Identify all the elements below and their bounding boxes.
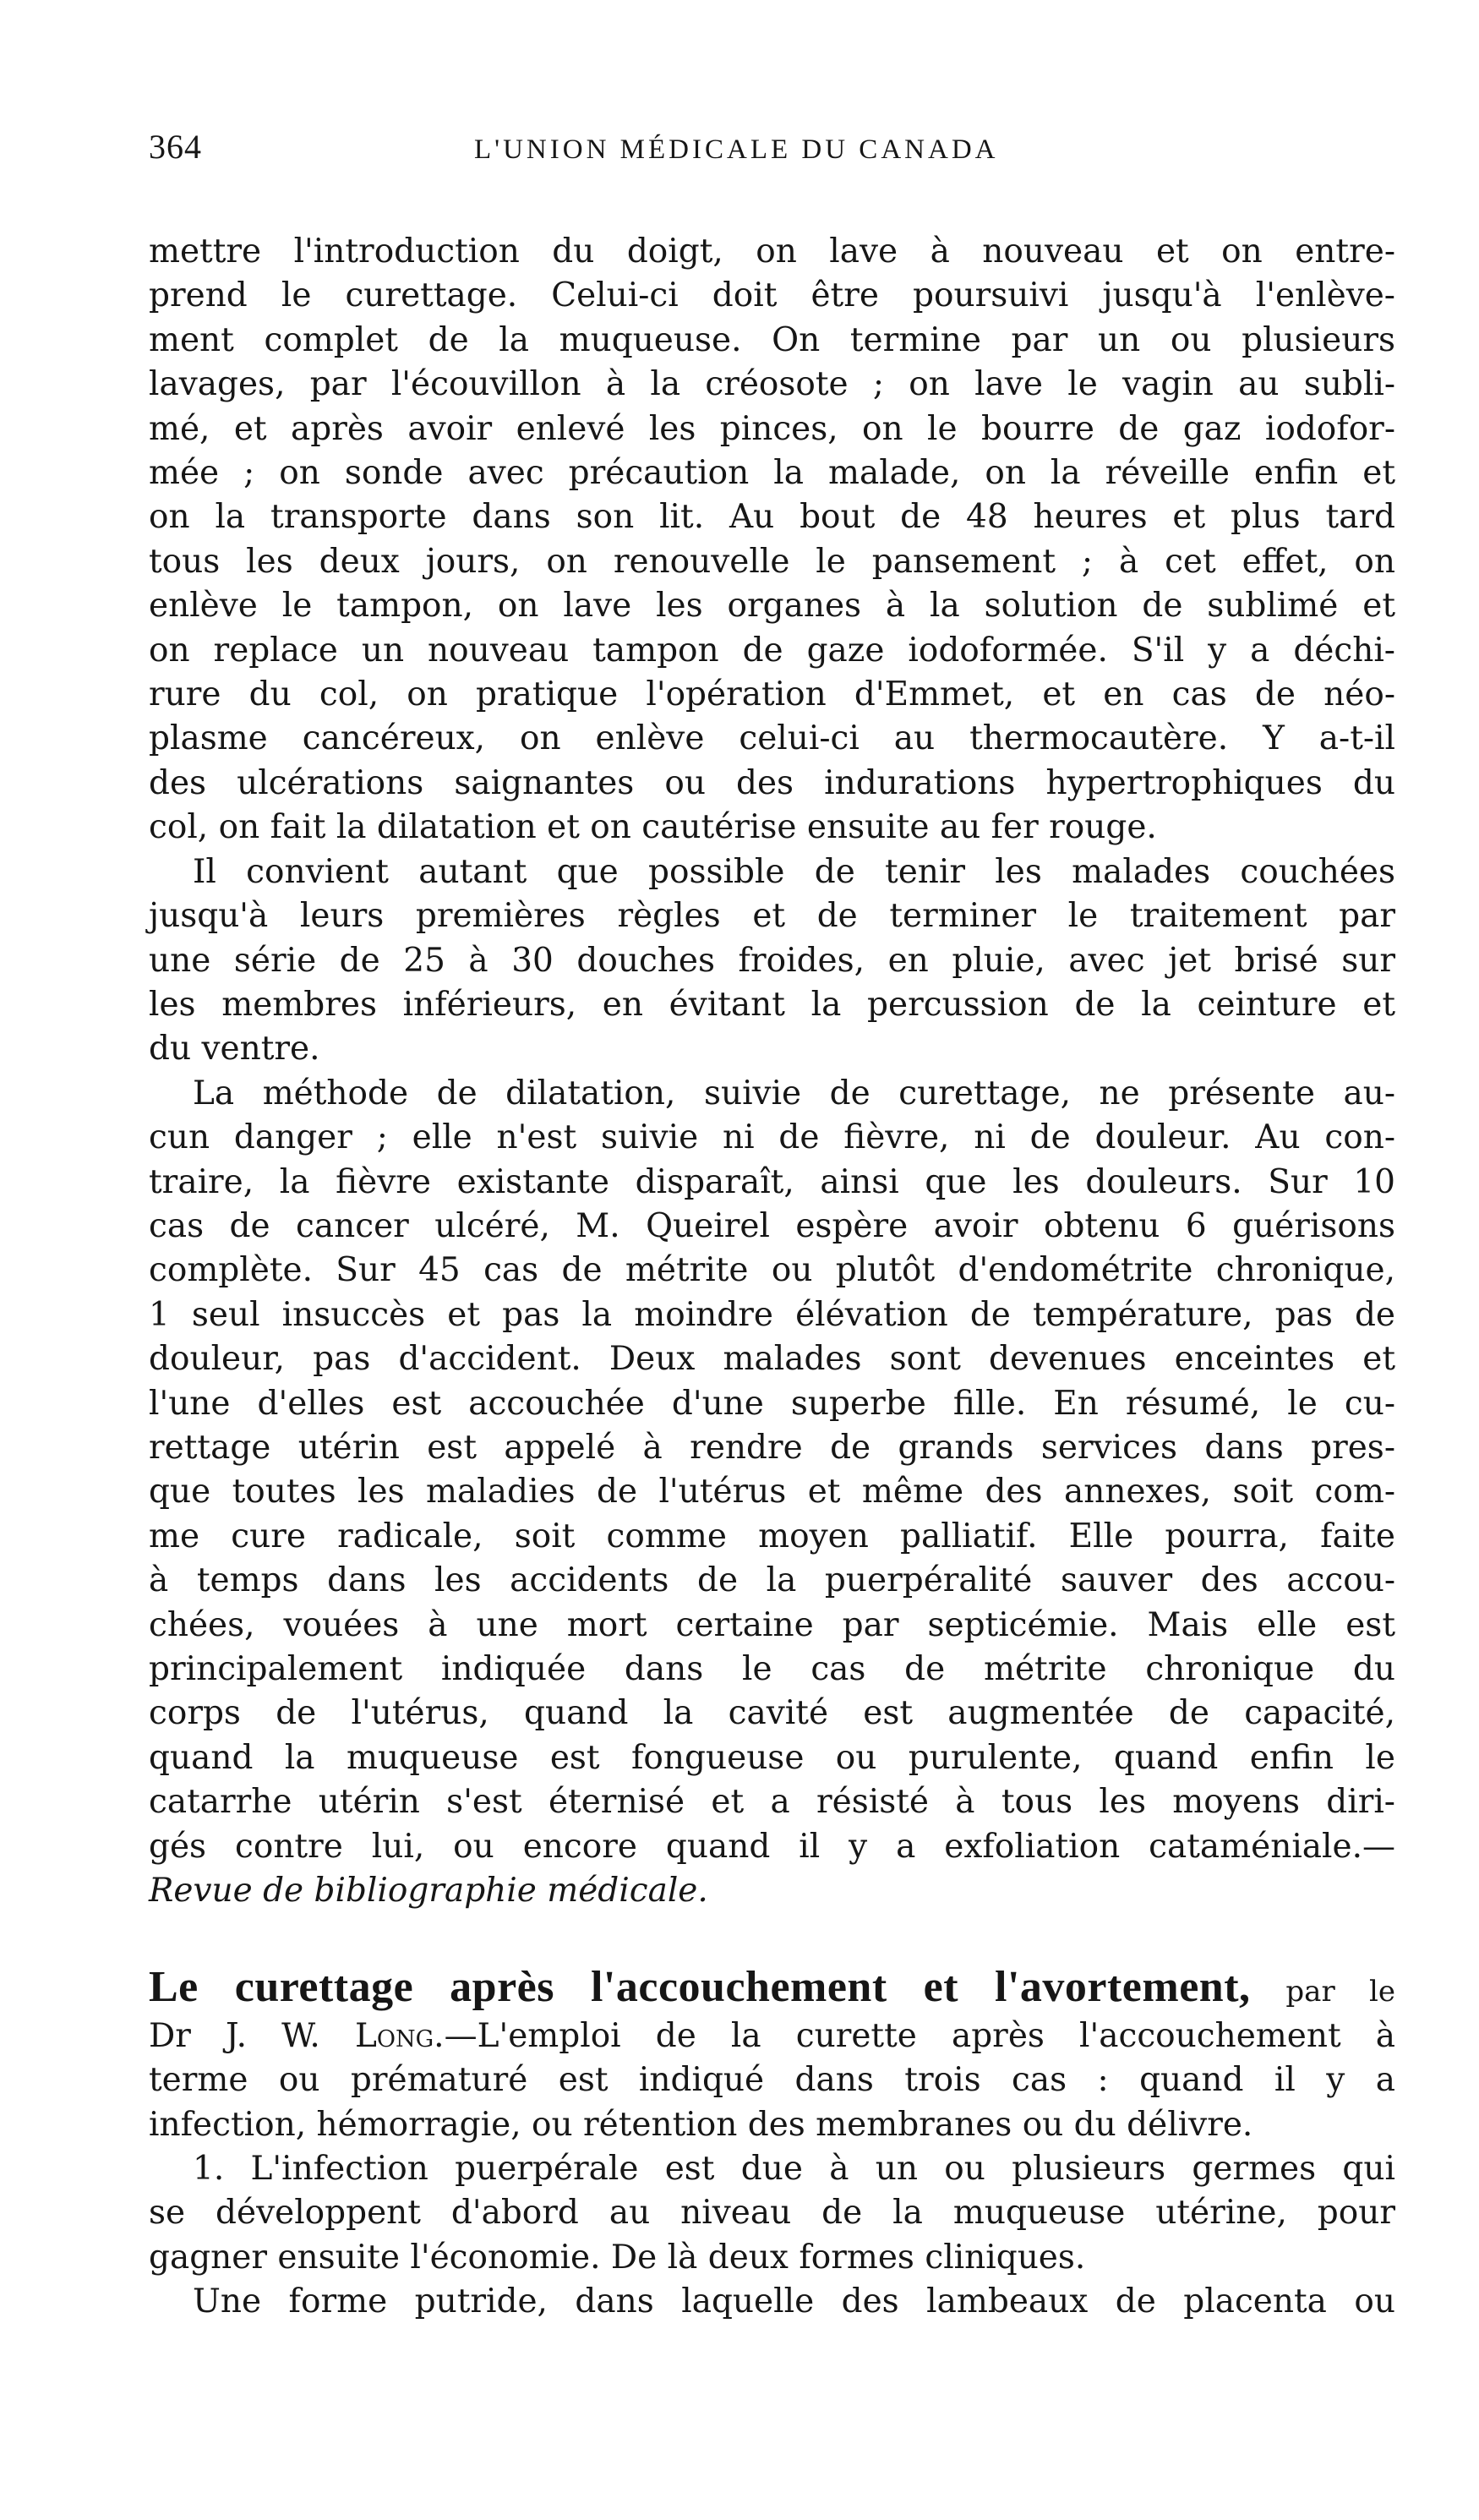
journal-title: L'UNION MÉDICALE DU CANADA bbox=[474, 134, 999, 165]
text-line: cun danger ; elle n'est suivie ni de fièvre, ni de douleur. Au con- bbox=[149, 1118, 1395, 1157]
article-separator bbox=[149, 1913, 1395, 1965]
text-line: complète. Sur 45 cas de métrite ou plutôt d'endométrite chronique, bbox=[149, 1251, 1395, 1290]
text-line: quand la muqueuse est fongueuse ou purulente, quand enfin le bbox=[149, 1738, 1395, 1777]
text-line: une série de 25 à 30 douches froides, en pluie, avec jet brisé sur bbox=[149, 941, 1395, 980]
text-line: catarrhe utérin s'est éternisé et a résisté à tous les moyens diri- bbox=[149, 1783, 1395, 1822]
text-line: col, on fait la dilatation et on cautérise ensuite au fer rouge. bbox=[149, 808, 1157, 847]
text-line: .—L'emploi de la curette après l'accouchement à bbox=[434, 2016, 1396, 2055]
text-line: Il convient autant que possible de tenir les malades couchées bbox=[193, 852, 1395, 891]
text-line: des ulcérations saignantes ou des indurations hypertrophiques du bbox=[149, 763, 1395, 802]
text-line: 1. L'infection puerpérale est due à un ou plusieurs germes qui bbox=[193, 2150, 1395, 2189]
running-head bbox=[149, 127, 1395, 186]
text-line: mée ; on sonde avec précaution la malade, on la réveille enfin et bbox=[149, 454, 1395, 493]
text-line: La méthode de dilatation, suivie de curettage, ne présente au- bbox=[193, 1074, 1395, 1112]
text-line: du ventre. bbox=[149, 1030, 320, 1069]
source-citation: Revue de bibliographie médicale. bbox=[149, 1872, 708, 1910]
article-heading-line bbox=[149, 1965, 1395, 2014]
page-number: 364 bbox=[149, 128, 202, 166]
text-line: mé, et après avoir enlevé les pinces, on le bourre de gaz iodofor- bbox=[149, 409, 1395, 448]
text-line: gagner ensuite l'économie. De là deux formes cliniques. bbox=[149, 2238, 1086, 2277]
text-line: jusqu'à leurs premières règles et de terminer le traitement par bbox=[149, 897, 1395, 936]
text-line: lavages, par l'écouvillon à la créosote ; on lave le vagin au subli- bbox=[149, 365, 1395, 404]
text-line: rure du col, on pratique l'opération d'Emmet, et en cas de néo- bbox=[149, 675, 1395, 714]
text-line: Une forme putride, dans laquelle des lambeaux de placenta ou bbox=[193, 2282, 1395, 2321]
text-line: les membres inférieurs, en évitant la percussion de la ceinture et bbox=[149, 985, 1395, 1024]
text-line: l'une d'elles est accouchée d'une superbe fille. En résumé, le cu- bbox=[149, 1384, 1395, 1423]
text-line: traire, la fièvre existante disparaît, ainsi que les douleurs. Sur 10 bbox=[149, 1162, 1395, 1201]
page bbox=[149, 127, 1395, 2325]
text-line: gés contre lui, ou encore quand il y a exfoliation cataméniale.— bbox=[149, 1827, 1395, 1866]
text-line: me cure radicale, soit comme moyen palliatif. Elle pourra, faite bbox=[149, 1517, 1395, 1555]
article-1-paragraph-3 bbox=[149, 1072, 1395, 1914]
text-line: corps de l'utérus, quand la cavité est augmentée de capacité, bbox=[149, 1694, 1395, 1733]
article-1-paragraph-2 bbox=[149, 850, 1395, 1072]
article-1-paragraph-1 bbox=[149, 230, 1395, 850]
text-line: à temps dans les accidents de la puerpéralité sauver des accou- bbox=[149, 1561, 1395, 1600]
text-line: prend le curettage. Celui-ci doit être poursuivi jusqu'à l'enlève- bbox=[149, 276, 1395, 315]
text-line: terme ou prématuré est indiqué dans trois cas : quand il y a bbox=[149, 2061, 1395, 2100]
text-line: se développent d'abord au niveau de la muqueuse utérine, pour bbox=[149, 2194, 1395, 2233]
text-line: ment complet de la muqueuse. On termine par un ou plusieurs bbox=[149, 320, 1395, 359]
text-line: 1 seul insuccès et pas la moindre élévation de température, pas de bbox=[149, 1295, 1395, 1334]
text-line: plasme cancéreux, on enlève celui-ci au thermocautère. Y a-t-il bbox=[149, 719, 1395, 758]
text-line: mettre l'introduction du doigt, on lave à nouveau et on entre- bbox=[149, 232, 1395, 271]
text-line: tous les deux jours, on renouvelle le pansement ; à cet effet, on bbox=[149, 542, 1395, 581]
text-line: principalement indiquée dans le cas de métrite chronique du bbox=[149, 1650, 1395, 1688]
text-line: on la transporte dans son lit. Au bout de 48 heures et plus tard bbox=[149, 498, 1395, 537]
heading-byline: par le bbox=[1285, 1975, 1395, 2009]
text-line: cas de cancer ulcéré, M. Queirel espère avoir obtenu 6 guérisons bbox=[149, 1206, 1395, 1245]
text-line: douleur, pas d'accident. Deux malades sont devenues enceintes et bbox=[149, 1340, 1395, 1379]
text-line: enlève le tampon, on lave les organes à la solution de sublimé et bbox=[149, 587, 1395, 626]
text-line: infection, hémorragie, ou rétention des membranes ou du délivre. bbox=[149, 2105, 1253, 2144]
article-2-paragraph-2 bbox=[149, 2147, 1395, 2280]
text-line: que toutes les maladies de l'utérus et même des annexes, soit com- bbox=[149, 1473, 1395, 1511]
author-prefix: Dr J. W. bbox=[149, 2016, 320, 2055]
author-line bbox=[149, 2014, 1395, 2058]
text-line: chées, vouées à une mort certaine par septicémie. Mais elle est bbox=[149, 1605, 1395, 1644]
article-heading: Le curettage après l'accouchement et l'avortement, bbox=[149, 1963, 1251, 2012]
text-line: on replace un nouveau tampon de gaze iodoformée. S'il y a déchi- bbox=[149, 631, 1395, 670]
author-name: Long bbox=[354, 2016, 434, 2055]
article-2-paragraph-3 bbox=[149, 2280, 1395, 2324]
text-line: rettage utérin est appelé à rendre de grands services dans pres- bbox=[149, 1428, 1395, 1467]
article-2-paragraph-1 bbox=[149, 1965, 1395, 2147]
